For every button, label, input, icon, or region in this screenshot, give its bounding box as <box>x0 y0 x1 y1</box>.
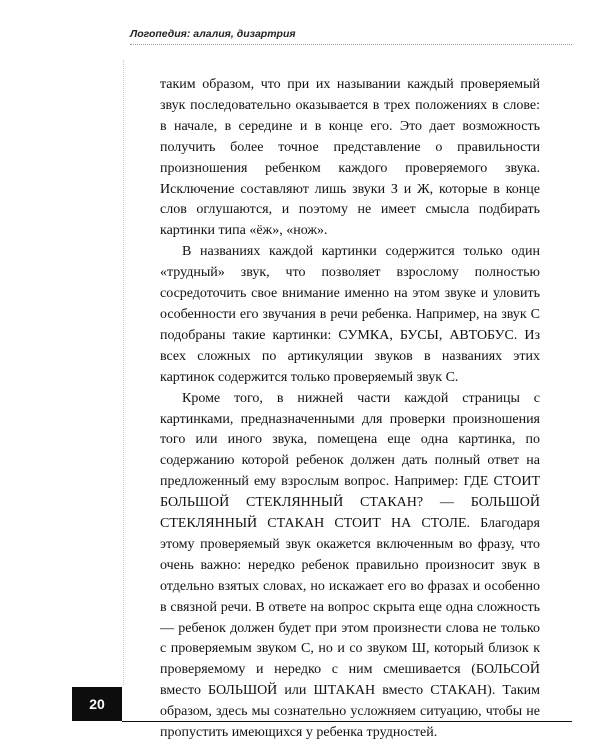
body-text <box>160 75 540 744</box>
header-dotted-rule <box>130 44 572 45</box>
paragraph-1: таким образом, что при их назывании каждый проверяемый звук последовательно оказывается в трех положениях в слове: в начале, в середине и в конце его. Это дает возможность получить более точное представление о правильности произношения ребенком каждого проверяемого звука. Исключение составляют лишь звуки З и Ж, которые в конце слов оглушаются, и поэтому не имеет смысла подбирать картинки типа «ёж», «нож». <box>160 77 540 239</box>
paragraph-3: Кроме того, в нижней части каждой страницы с картинками, предназначенными для проверки произношения того или иного звука, помещена еще одна картинка, по содержанию которой ребенок должен дать полный ответ на предложенный ему взрослым вопрос. Например: ГДЕ СТОИТ БОЛЬШОЙ СТЕКЛЯННЫЙ СТАКАН? — БОЛЬШОЙ СТЕКЛЯННЫЙ СТАКАН СТОИТ НА СТОЛЕ. Благодаря этому проверяемый звук окажется включенным во фразу, что очень важно: нередко ребенок правильно произносит звук в отдельно взятых словах, но искажает его во фразах и особенно в связной речи. В ответе на вопрос скрыта еще одна сложность — ребенок должен будет при этом произнести слова не только с проверяемым звуком С, но и со звуком Ш, который близок к проверяемому и нередко с ним смешивается (БОЛЬСОЙ вместо БОЛЬШОЙ или ШТАКАН вместо СТАКАН). Таким образом, здесь мы сознательно усложняем ситуацию, чтобы не пропустить имеющихся у ребенка трудностей. <box>160 390 540 741</box>
running-header <box>130 25 572 47</box>
paragraph-2: В названиях каждой картинки содержится только один «трудный» звук, что позволяет взрослому полностью сосредоточить свое внимание именно на этом звуке и уловить особенности его звучания в речи ребенка. Например, на звук С подобраны такие картинки: СУМКА, БУСЫ, АВТОБУС. Из всех сложных по артикуляции звуков в названиях этих картинок содержится только проверяемый звук С. <box>160 244 540 385</box>
page-number: 20 <box>89 696 105 712</box>
footer-rule <box>122 721 572 722</box>
page-number-box <box>72 687 122 721</box>
margin-dotted-rule <box>123 60 124 685</box>
running-header-title: Логопедия: алалия, дизартрия <box>130 28 296 40</box>
